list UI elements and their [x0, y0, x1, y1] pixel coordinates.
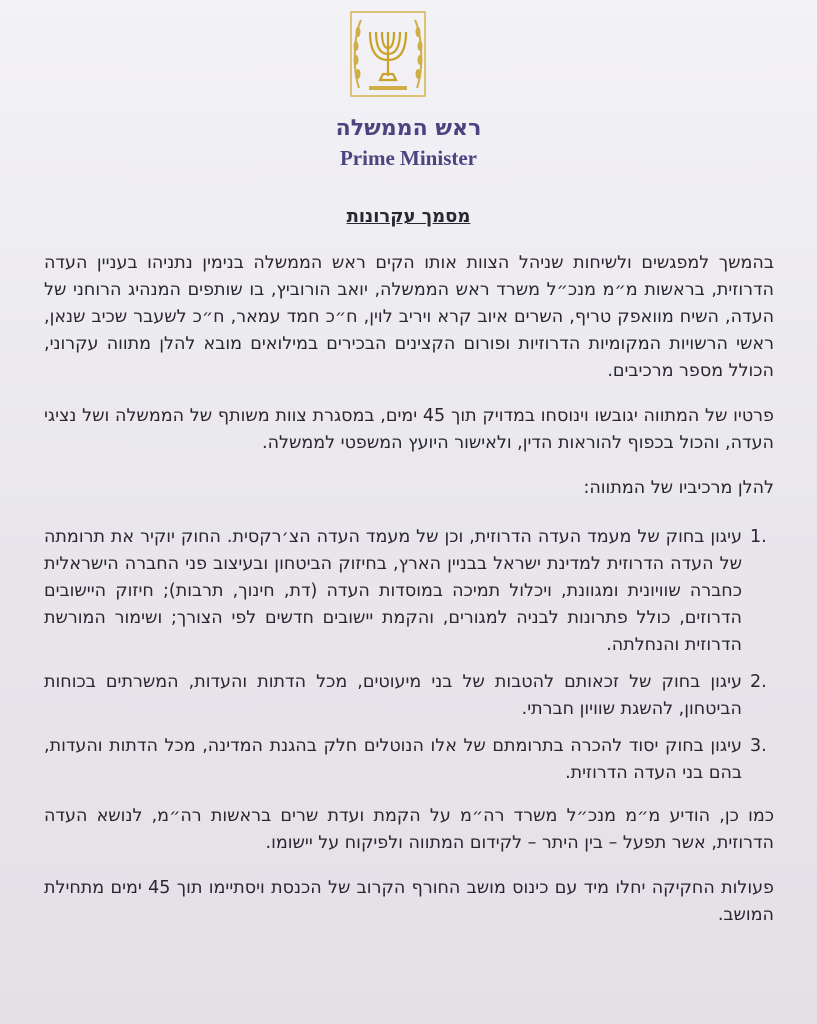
list-item-text: עיגון בחוק של מעמד העדה הדרוזית, וכן של מעמד העדה הצ׳רקסית. החוק יוקיר את תרומתה של העדה הדרוזית למדינת ישראל בבניין הארץ, בחיזוק הביטחון ובעיצוב פני החברה הישראלית כחברה שוויונית ומגוונת, ויכלול תמיכה במוסדות העדה (דת, חינוך, תרבות); חיזוק היישובים הדרוזים, כולל פתרונות לבניה למגורים, והקמת יישובים חדשים לפי הצורך; ושימור המורשת הדרוזית והנחלתה.	[44, 527, 742, 655]
letterhead-title-hebrew: ראש הממשלה	[335, 116, 482, 141]
components-list	[44, 524, 774, 787]
list-item-number: .1	[750, 527, 767, 547]
list-item	[44, 733, 767, 787]
document-title: מסמך עקרונות	[346, 206, 471, 227]
document-body	[44, 250, 774, 947]
paragraph-intro: בהמשך למפגשים ולשיחות שניהל הצוות אותו הקים ראש הממשלה בנימין נתניהו בעניין העדה הדרוזית, בראשות מ״מ מנכ״ל משרד ראש הממשלה, יואב הורוביץ, בו שותפים המנהיג הרוחני של העדה, השיח מוואפק טריף, השרים איוב קרא ויריב לוין, ח״כ חמד עמאר, ח״כ לשעבר שכיב שנאן, ראשי הרשויות המקומיות הדרוזיות ופורום הקצינים הבכירים במילואים מובא להלן מתווה עקרוני, הכולל מספר מרכיבים.	[44, 253, 774, 381]
list-item-text: עיגון בחוק יסוד להכרה בתרומתם של אלו הנוטלים חלק בהגנת המדינה, מכל הדתות והעדות, בהם בני העדה הדרוזית.	[44, 736, 742, 783]
paragraph-legislation: פעולות החקיקה יחלו מיד עם כינוס מושב החורף הקרוב של הכנסת ויסתיימו תוך 45 ימים מתחילת המושב.	[44, 878, 774, 925]
list-item-number: .2	[750, 672, 767, 692]
list-item-number: .3	[750, 736, 767, 756]
list-item-text: עיגון בחוק של זכאותם להטבות של בני מיעוטים, מכל הדתות והעדות, המשרתים בכוחות הביטחון, להשגת שוויון חברתי.	[44, 672, 742, 719]
list-item	[44, 669, 767, 723]
paragraph-components-heading: להלן מרכיביו של המתווה:	[583, 478, 774, 498]
menorah-emblem-icon	[349, 10, 427, 98]
paragraph-ministerial-committee: כמו כן, הודיע מ״מ מנכ״ל משרד רה״מ על הקמת ועדת שרים בראשות רה״מ, לנושא העדה הדרוזית, אשר תפעל – בין היתר – לקידום המתווה ולפיקוח על יישומו.	[44, 806, 774, 853]
list-item	[44, 524, 767, 659]
paragraph-timeline: פרטיו של המתווה יגובשו וינוסחו במדויק תוך 45 ימים, במסגרת צוות משותף של הממשלה ושל נציגי העדה, והכול בכפוף להוראות הדין, ולאישור היועץ המשפטי לממשלה.	[44, 406, 774, 453]
letterhead-title-english: Prime Minister	[339, 146, 478, 170]
